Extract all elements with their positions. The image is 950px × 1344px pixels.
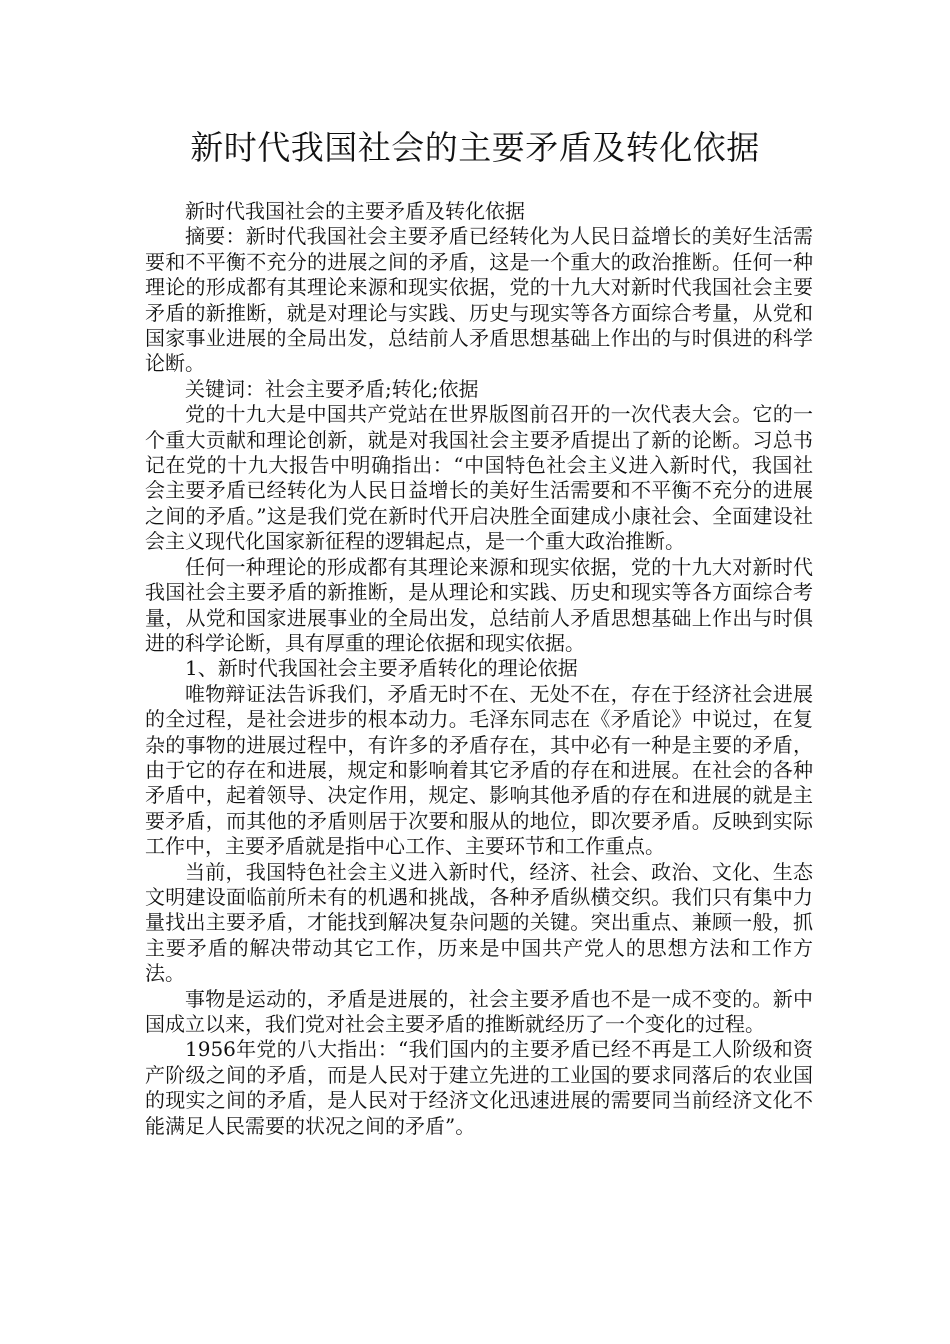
paragraph-body-1: 党的十九大是中国共产党站在世界版图前召开的一次代表大会。它的一个重大贡献和理论创新，就是对我国社会主要矛盾提出了新的论断。习总书记在党的十九大报告中明确指出：“中国特色社会主义进入新时代，我国社会主要矛盾已经转化为人民日益增长的美好生活需要和不平衡不充分的进展之间的矛盾。”这是我们党在新时代开启决胜全面建成小康社会、全面建设社会主义现代化国家新征程的逻辑起点，是一个重大政治推断。 bbox=[145, 402, 813, 554]
paragraph-body-4: 当前，我国特色社会主义进入新时代，经济、社会、政治、文化、生态文明建设面临前所未有的机遇和挑战，各种矛盾纵横交织。我们只有集中力量找出主要矛盾，才能找到解决复杂问题的关键。突出重点、兼顾一般，抓主要矛盾的解决带动其它工作，历来是中国共产党人的思想方法和工作方法。 bbox=[145, 859, 813, 986]
paragraph-body-2: 任何一种理论的形成都有其理论来源和现实依据，党的十九大对新时代我国社会主要矛盾的新推断，是从理论和实践、历史和现实等各方面综合考量，从党和国家进展事业的全局出发，总结前人矛盾思想基础上作出与时俱进的科学论断，具有厚重的理论依据和现实依据。 bbox=[145, 554, 813, 655]
paragraph-keywords: 关键词：社会主要矛盾;转化;依据 bbox=[185, 376, 479, 401]
paragraph-abstract: 摘要：新时代我国社会主要矛盾已经转化为人民日益增长的美好生活需要和不平衡不充分的进展之间的矛盾，这是一个重大的政治推断。任何一种理论的形成都有其理论来源和现实依据，党的十九大对新时代我国社会主要矛盾的新推断，就是对理论与实践、历史与现实等各方面综合考量，从党和国家事业进展的全局出发，总结前人矛盾思想基础上作出的与时俱进的科学论断。 bbox=[145, 224, 813, 376]
paragraph-title-repeat: 新时代我国社会的主要矛盾及转化依据 bbox=[185, 199, 525, 223]
document-title: 新时代我国社会的主要矛盾及转化依据 bbox=[190, 128, 760, 167]
paragraph-body-3: 唯物辩证法告诉我们，矛盾无时不在、无处不在，存在于经济社会进展的全过程，是社会进步的根本动力。毛泽东同志在《矛盾论》中说过，在复杂的事物的进展过程中，有许多的矛盾存在，其中必有一种是主要的矛盾，由于它的存在和进展，规定和影响着其它矛盾的存在和进展。在社会的各种矛盾中，起着领导、决定作用，规定、影响其他矛盾的存在和进展的就是主要矛盾，而其他的矛盾则居于次要和服从的地位，即次要矛盾。反映到实际工作中，主要矛盾就是指中心工作、主要环节和工作重点。 bbox=[145, 681, 813, 859]
document-body bbox=[145, 199, 813, 1139]
paragraph-body-5: 事物是运动的，矛盾是进展的，社会主要矛盾也不是一成不变的。新中国成立以来，我们党对社会主要矛盾的推断就经历了一个变化的过程。 bbox=[145, 986, 813, 1036]
section-heading-1: 1、新时代我国社会主要矛盾转化的理论依据 bbox=[185, 656, 578, 681]
paragraph-body-6: 1956年党的八大指出：“我们国内的主要矛盾已经不再是工人阶级和资产阶级之间的矛盾，而是人民对于建立先进的工业国的要求同落后的农业国的现实之间的矛盾，是人民对于经济文化迅速进展的需要同当前经济文化不能满足人民需要的状况之间的矛盾”。 bbox=[145, 1037, 813, 1138]
